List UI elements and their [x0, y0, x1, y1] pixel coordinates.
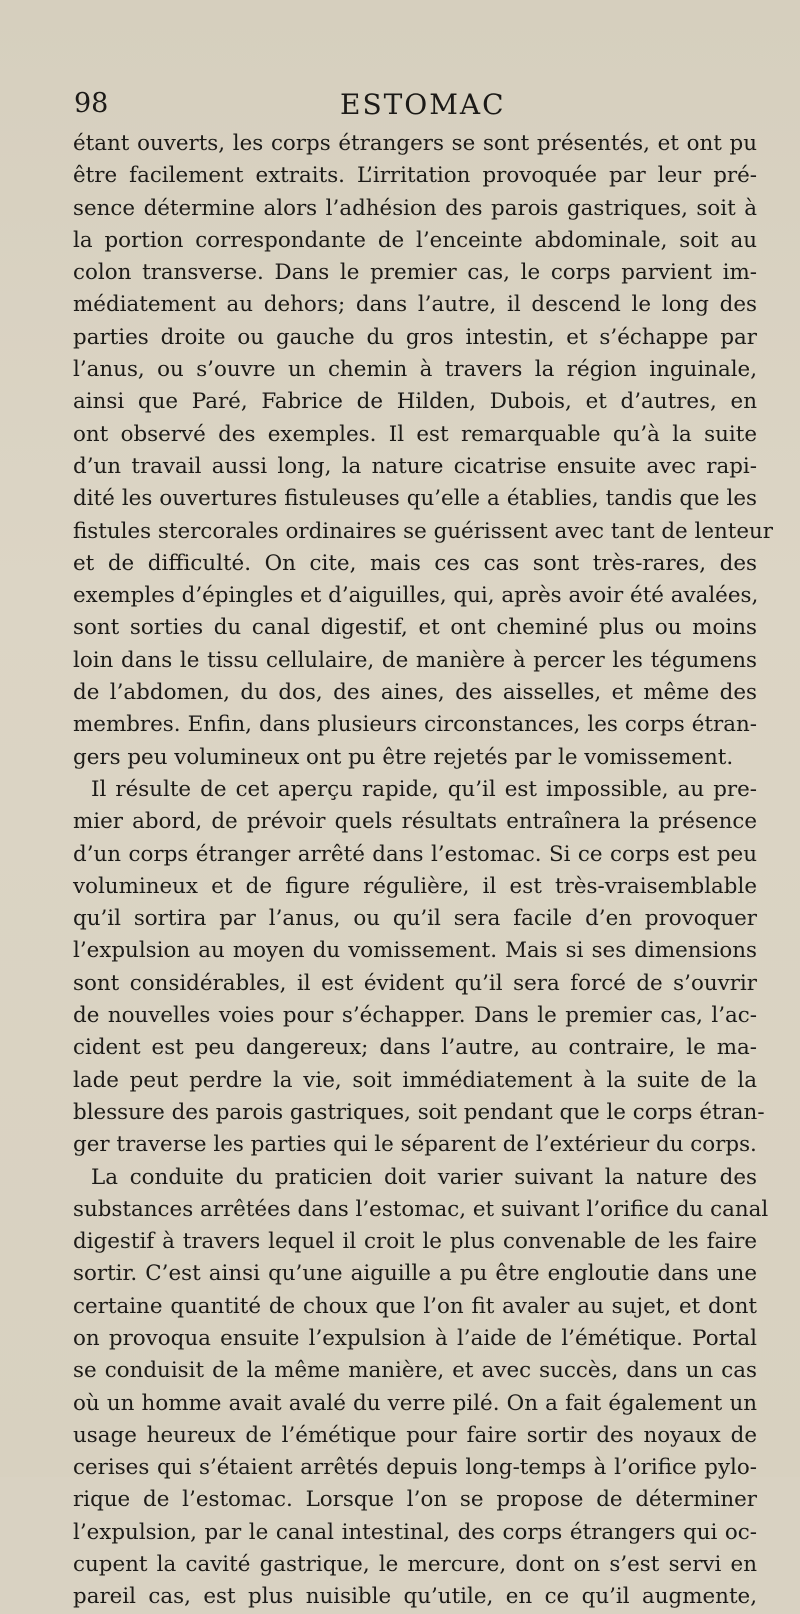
text-line: sence détermine alors l’adhésion des parois gastriques, soit à: [73, 195, 757, 221]
text-line: l’anus, ou s’ouvre un chemin à travers la région inguinale,: [73, 357, 757, 383]
text-line: ont observé des exemples. Il est remarquable qu’à la suite: [73, 421, 757, 447]
text-line: fistules stercorales ordinaires se guérissent avec tant de lenteur: [73, 518, 774, 544]
text-line: rique de l’estomac. Lorsque l’on se propose de déterminer: [73, 1487, 757, 1513]
text-line: mier abord, de prévoir quels résultats entraînera la présence: [73, 809, 757, 835]
text-line: loin dans le tissu cellulaire, de manière à percer les tégumens: [73, 647, 757, 673]
text-line: où un homme avait avalé du verre pilé. On a fait également un: [73, 1390, 757, 1416]
text-line: sont sorties du canal digestif, et ont cheminé plus ou moins: [73, 615, 757, 641]
text-line: colon transverse. Dans le premier cas, le corps parvient im-: [73, 260, 757, 286]
text-line: pareil cas, est plus nuisible qu’utile, en ce qu’il augmente,: [73, 1584, 757, 1610]
text-line: usage heureux de l’émétique pour faire sortir des noyaux de: [73, 1422, 757, 1448]
text-line: dité les ouvertures fistuleuses qu’elle a établies, tandis que les: [73, 486, 757, 512]
text-line: l’expulsion, par le canal intestinal, des corps étrangers qui oc-: [73, 1519, 757, 1545]
text-line: médiatement au dehors; dans l’autre, il descend le long des: [73, 292, 757, 318]
text-line: ger traverse les parties qui le séparent de l’extérieur du corps.: [73, 1132, 757, 1158]
text-line: cident est peu dangereux; dans l’autre, au contraire, le ma-: [73, 1035, 757, 1061]
text-line: Il résulte de cet aperçu rapide, qu’il est impossible, au pre-: [91, 776, 757, 802]
text-line: la portion correspondante de l’enceinte abdominale, soit au: [73, 227, 757, 253]
text-line: de nouvelles voies pour s’échapper. Dans le premier cas, l’ac-: [73, 1003, 757, 1029]
text-line: l’expulsion au moyen du vomissement. Mais si ses dimensions: [73, 938, 757, 964]
text-line: certaine quantité de choux que l’on fit avaler au sujet, et dont: [73, 1293, 757, 1319]
body-text: [73, 128, 774, 1614]
text-line: digestif à travers lequel il croit le plus convenable de les faire: [73, 1229, 757, 1255]
text-line: cupent la cavité gastrique, le mercure, dont on s’est servi en: [73, 1552, 757, 1578]
text-line: qu’il sortira par l’anus, ou qu’il sera facile d’en provoquer: [73, 906, 757, 932]
text-line: blessure des parois gastriques, soit pendant que le corps étran-: [73, 1099, 765, 1125]
text-line: de l’abdomen, du dos, des aines, des aisselles, et même des: [73, 680, 757, 706]
text-line: d’un corps étranger arrêté dans l’estomac. Si ce corps est peu: [73, 841, 757, 867]
text-line: d’un travail aussi long, la nature cicatrise ensuite avec rapi-: [73, 453, 757, 479]
text-line: volumineux et de figure régulière, il est très-vraisemblable: [73, 873, 757, 899]
text-line: sont considérables, il est évident qu’il sera forcé de s’ouvrir: [73, 970, 757, 996]
page-header: [74, 88, 760, 128]
text-line: cerises qui s’étaient arrêtés depuis long-temps à l’orifice pylo-: [73, 1455, 757, 1481]
text-line: et de difficulté. On cite, mais ces cas sont très-rares, des: [73, 550, 757, 576]
text-line: membres. Enfin, dans plusieurs circonstances, les corps étran-: [73, 712, 757, 738]
text-line: étant ouverts, les corps étrangers se sont présentés, et ont pu: [73, 131, 757, 156]
page-number: 98: [74, 88, 109, 119]
text-line: se conduisit de la même manière, et avec succès, dans un cas: [73, 1358, 757, 1384]
text-line: ainsi que Paré, Fabrice de Hilden, Dubois, et d’autres, en: [73, 389, 757, 415]
text-line: lade peut perdre la vie, soit immédiatement à la suite de la: [73, 1067, 757, 1093]
text-line: être facilement extraits. L’irritation provoquée par leur pré-: [73, 163, 757, 189]
text-line: parties droite ou gauche du gros intestin, et s’échappe par: [73, 324, 757, 350]
text-line: La conduite du praticien doit varier suivant la nature des: [91, 1164, 757, 1190]
text-line: on provoqua ensuite l’expulsion à l’aide de l’émétique. Portal: [73, 1325, 757, 1351]
running-head: ESTOMAC: [340, 88, 506, 121]
text-line: sortir. C’est ainsi qu’une aiguille a pu être engloutie dans une: [73, 1261, 757, 1287]
text-line: exemples d’épingles et d’aiguilles, qui, après avoir été avalées,: [73, 583, 759, 609]
text-line: substances arrêtées dans l’estomac, et suivant l’orifice du canal: [73, 1196, 769, 1222]
text-line: gers peu volumineux ont pu être rejetés par le vomissement.: [73, 744, 734, 770]
